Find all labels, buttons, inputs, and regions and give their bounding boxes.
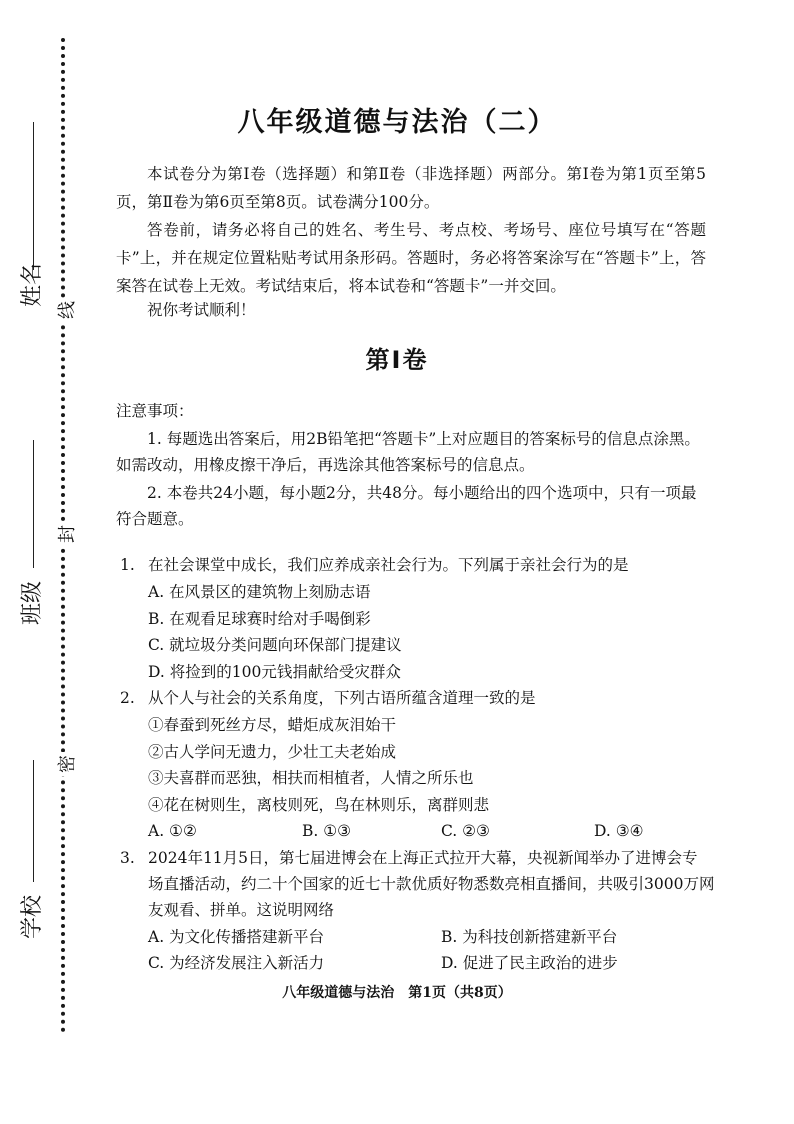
question-2-item-3: ③夫喜群而恶独，相扶而相植者，人情之所乐也 — [148, 769, 474, 787]
school-blank-line — [33, 760, 34, 882]
question-3-number: 3. — [120, 849, 135, 867]
question-2-option-c: C. ②③ — [441, 822, 490, 840]
notice-label: 注意事项： — [116, 402, 194, 420]
question-2-option-b: B. ①③ — [302, 822, 352, 840]
notice-2-line-1: 2. 本卷共24小题，每小题2分，共48分。每小题给出的四个选项中，只有一项最 — [147, 484, 697, 502]
name-blank-line — [33, 122, 34, 270]
notice-1-line-2: 如需改动，用橡皮擦干净后，再选涂其他答案标号的信息点。 — [116, 456, 535, 474]
seal-char-line: 线 — [56, 298, 80, 322]
intro-paragraph-2: 答卷前，请务必将自己的姓名、考生号、考点校、考场号、座位号填写在“答题卡”上，并在规定位置粘贴考试用条形码。答题时，务必将答案涂写在“答题卡”上，答案答在试卷上无效。考试结束后，将本试卷和“答题卡”一并交回。 — [116, 221, 706, 295]
question-2-option-d: D. ③④ — [594, 822, 644, 840]
page-footer: 八年级道德与法治 第1页（共8页） — [282, 985, 512, 1001]
question-2-item-4: ④花在树则生，离枝则死，鸟在林则乐，离群则悲 — [148, 796, 490, 814]
question-1-option-c: C. 就垃圾分类问题向环保部门提建议 — [148, 636, 402, 654]
question-2-number: 2. — [120, 689, 135, 707]
notice-2-line-2: 符合题意。 — [116, 510, 194, 528]
question-3-option-c: C. 为经济发展注入新活力 — [148, 954, 325, 972]
exam-title: 八年级道德与法治（二） — [237, 107, 557, 138]
question-1-stem: 在社会课堂中成长，我们应养成亲社会行为。下列属于亲社会行为的是 — [148, 556, 629, 574]
question-1-option-d: D. 将捡到的100元钱捐献给受灾群众 — [148, 663, 401, 681]
question-3-option-d: D. 促进了民主政治的进步 — [441, 954, 618, 972]
seal-char-secret: 密 — [56, 752, 80, 776]
intro-paragraph-1: 本试卷分为第Ⅰ卷（选择题）和第Ⅱ卷（非选择题）两部分。第Ⅰ卷为第1页至第5页，第Ⅱ卷为第6页至第8页。试卷满分100分。 — [116, 165, 706, 211]
question-1-option-b: B. 在观看足球赛时给对手喝倒彩 — [148, 610, 371, 628]
question-2-option-a: A. ①② — [148, 822, 197, 840]
question-2-stem: 从个人与社会的关系角度，下列古语所蕴含道理一致的是 — [148, 689, 536, 707]
name-label: 姓名 — [20, 263, 45, 308]
question-2-item-2: ②古人学问无遗力，少壮工夫老始成 — [148, 743, 397, 761]
question-3-option-b: B. 为科技创新搭建新平台 — [441, 928, 618, 946]
question-1-option-a: A. 在风景区的建筑物上刻励志语 — [148, 583, 371, 601]
notice-1-line-1: 1. 每题选出答案后，用2B铅笔把“答题卡”上对应题目的答案标号的信息点涂黑。 — [147, 430, 700, 448]
question-2-item-1: ①春蚕到死丝方尽，蜡炬成灰泪始干 — [148, 716, 397, 734]
question-1-number: 1. — [120, 556, 135, 574]
class-label: 班级 — [20, 581, 45, 626]
intro-paragraph-3: 祝你考试顺利！ — [147, 301, 256, 319]
question-3-stem-line-2: 场直播活动，约二十个国家的近七十款优质好物悉数亮相直播间，共吸引3000万网 — [148, 875, 715, 893]
class-blank-line — [33, 440, 34, 568]
school-label: 学校 — [20, 895, 45, 940]
seal-char-seal: 封 — [56, 522, 80, 546]
question-3-stem-line-3: 友观看、拼单。这说明网络 — [148, 901, 335, 919]
question-3-option-a: A. 为文化传播搭建新平台 — [148, 928, 325, 946]
question-3-stem-line-1: 2024年11月5日，第七届进博会在上海正式拉开大幕，央视新闻举办了进博会专 — [148, 849, 698, 867]
part-1-title: 第Ⅰ卷 — [365, 346, 429, 374]
